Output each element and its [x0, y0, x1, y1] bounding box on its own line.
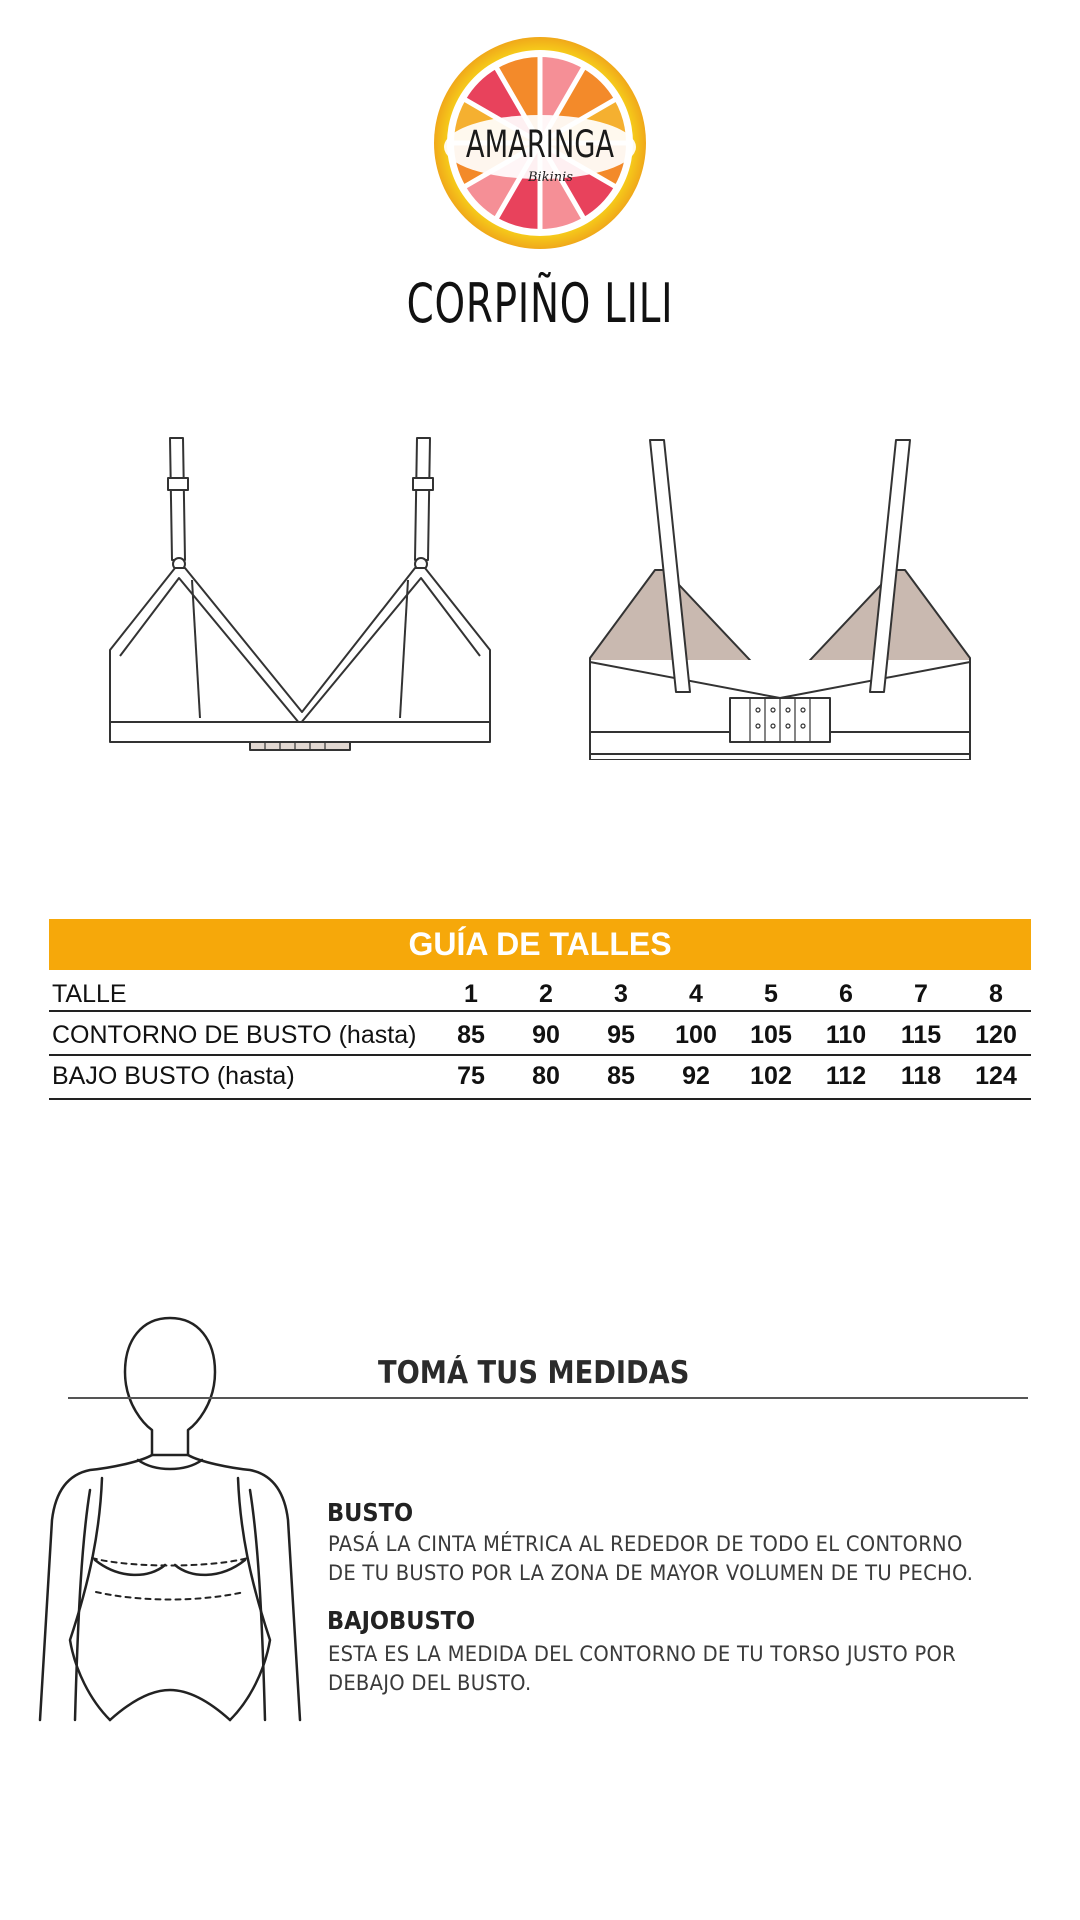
table-cell: 112	[825, 1062, 867, 1090]
table-cell: 80	[532, 1062, 560, 1090]
table-header-row	[49, 973, 1031, 1015]
table-cell: 118	[900, 1062, 942, 1090]
bajobusto-line: ESTA ES LA MEDIDA DEL CONTORNO DE TU TORSO JUSTO POR	[328, 1642, 957, 1666]
busto-line: DE TU BUSTO POR LA ZONA DE MAYOR VOLUMEN DE TU PECHO.	[328, 1561, 974, 1585]
table-cell: 120	[975, 1021, 1017, 1049]
table-divider	[49, 1010, 1031, 1012]
table-cell: 92	[682, 1062, 710, 1090]
busto-text	[328, 1530, 1035, 1588]
torso-figure-icon	[30, 1310, 310, 1725]
table-cell: 100	[675, 1021, 717, 1049]
busto-heading: BUSTO	[327, 1498, 414, 1527]
size-guide-banner: GUÍA DE TALLES	[49, 919, 1031, 970]
brand-subtitle: Bikinis	[528, 170, 573, 185]
table-cell: 124	[975, 1062, 1017, 1090]
table-cell: 85	[607, 1062, 635, 1090]
size-header-label: TALLE	[52, 980, 127, 1008]
table-cell: 102	[750, 1062, 792, 1090]
bajobusto-heading: BAJOBUSTO	[327, 1606, 476, 1635]
size-header-cell: 5	[764, 980, 778, 1008]
table-cell: 75	[457, 1062, 485, 1090]
size-header-cell: 6	[839, 980, 853, 1008]
table-cell: 95	[607, 1021, 635, 1049]
table-cell: 90	[532, 1021, 560, 1049]
brand-logo	[432, 35, 648, 251]
bra-front-icon	[100, 430, 500, 760]
bajobusto-line: DEBAJO DEL BUSTO.	[328, 1671, 532, 1695]
size-header-cell: 2	[539, 980, 553, 1008]
table-cell: 105	[750, 1021, 792, 1049]
row-label: CONTORNO DE BUSTO (hasta)	[52, 1021, 417, 1049]
size-header-cell: 4	[689, 980, 703, 1008]
measure-title: TOMÁ TUS MEDIDAS	[378, 1355, 690, 1391]
product-title: CORPIÑO LILI	[406, 272, 674, 335]
size-header-cell: 7	[914, 980, 928, 1008]
table-cell: 110	[825, 1021, 867, 1049]
bajobusto-text	[328, 1640, 1035, 1698]
busto-line: PASÁ LA CINTA MÉTRICA AL REDEDOR DE TODO EL CONTORNO	[328, 1532, 963, 1556]
table-cell: 115	[900, 1021, 942, 1049]
brand-name: AMARINGA	[465, 123, 615, 166]
size-header-cell: 3	[614, 980, 628, 1008]
row-label: BAJO BUSTO (hasta)	[52, 1062, 295, 1090]
table-row	[49, 1014, 1031, 1056]
size-header-cell: 1	[464, 980, 478, 1008]
table-divider	[49, 1098, 1031, 1100]
bra-back-icon	[580, 430, 980, 760]
table-cell: 85	[457, 1021, 485, 1049]
size-header-cell: 8	[989, 980, 1003, 1008]
table-row	[49, 1055, 1031, 1097]
measure-divider	[68, 1397, 1028, 1399]
